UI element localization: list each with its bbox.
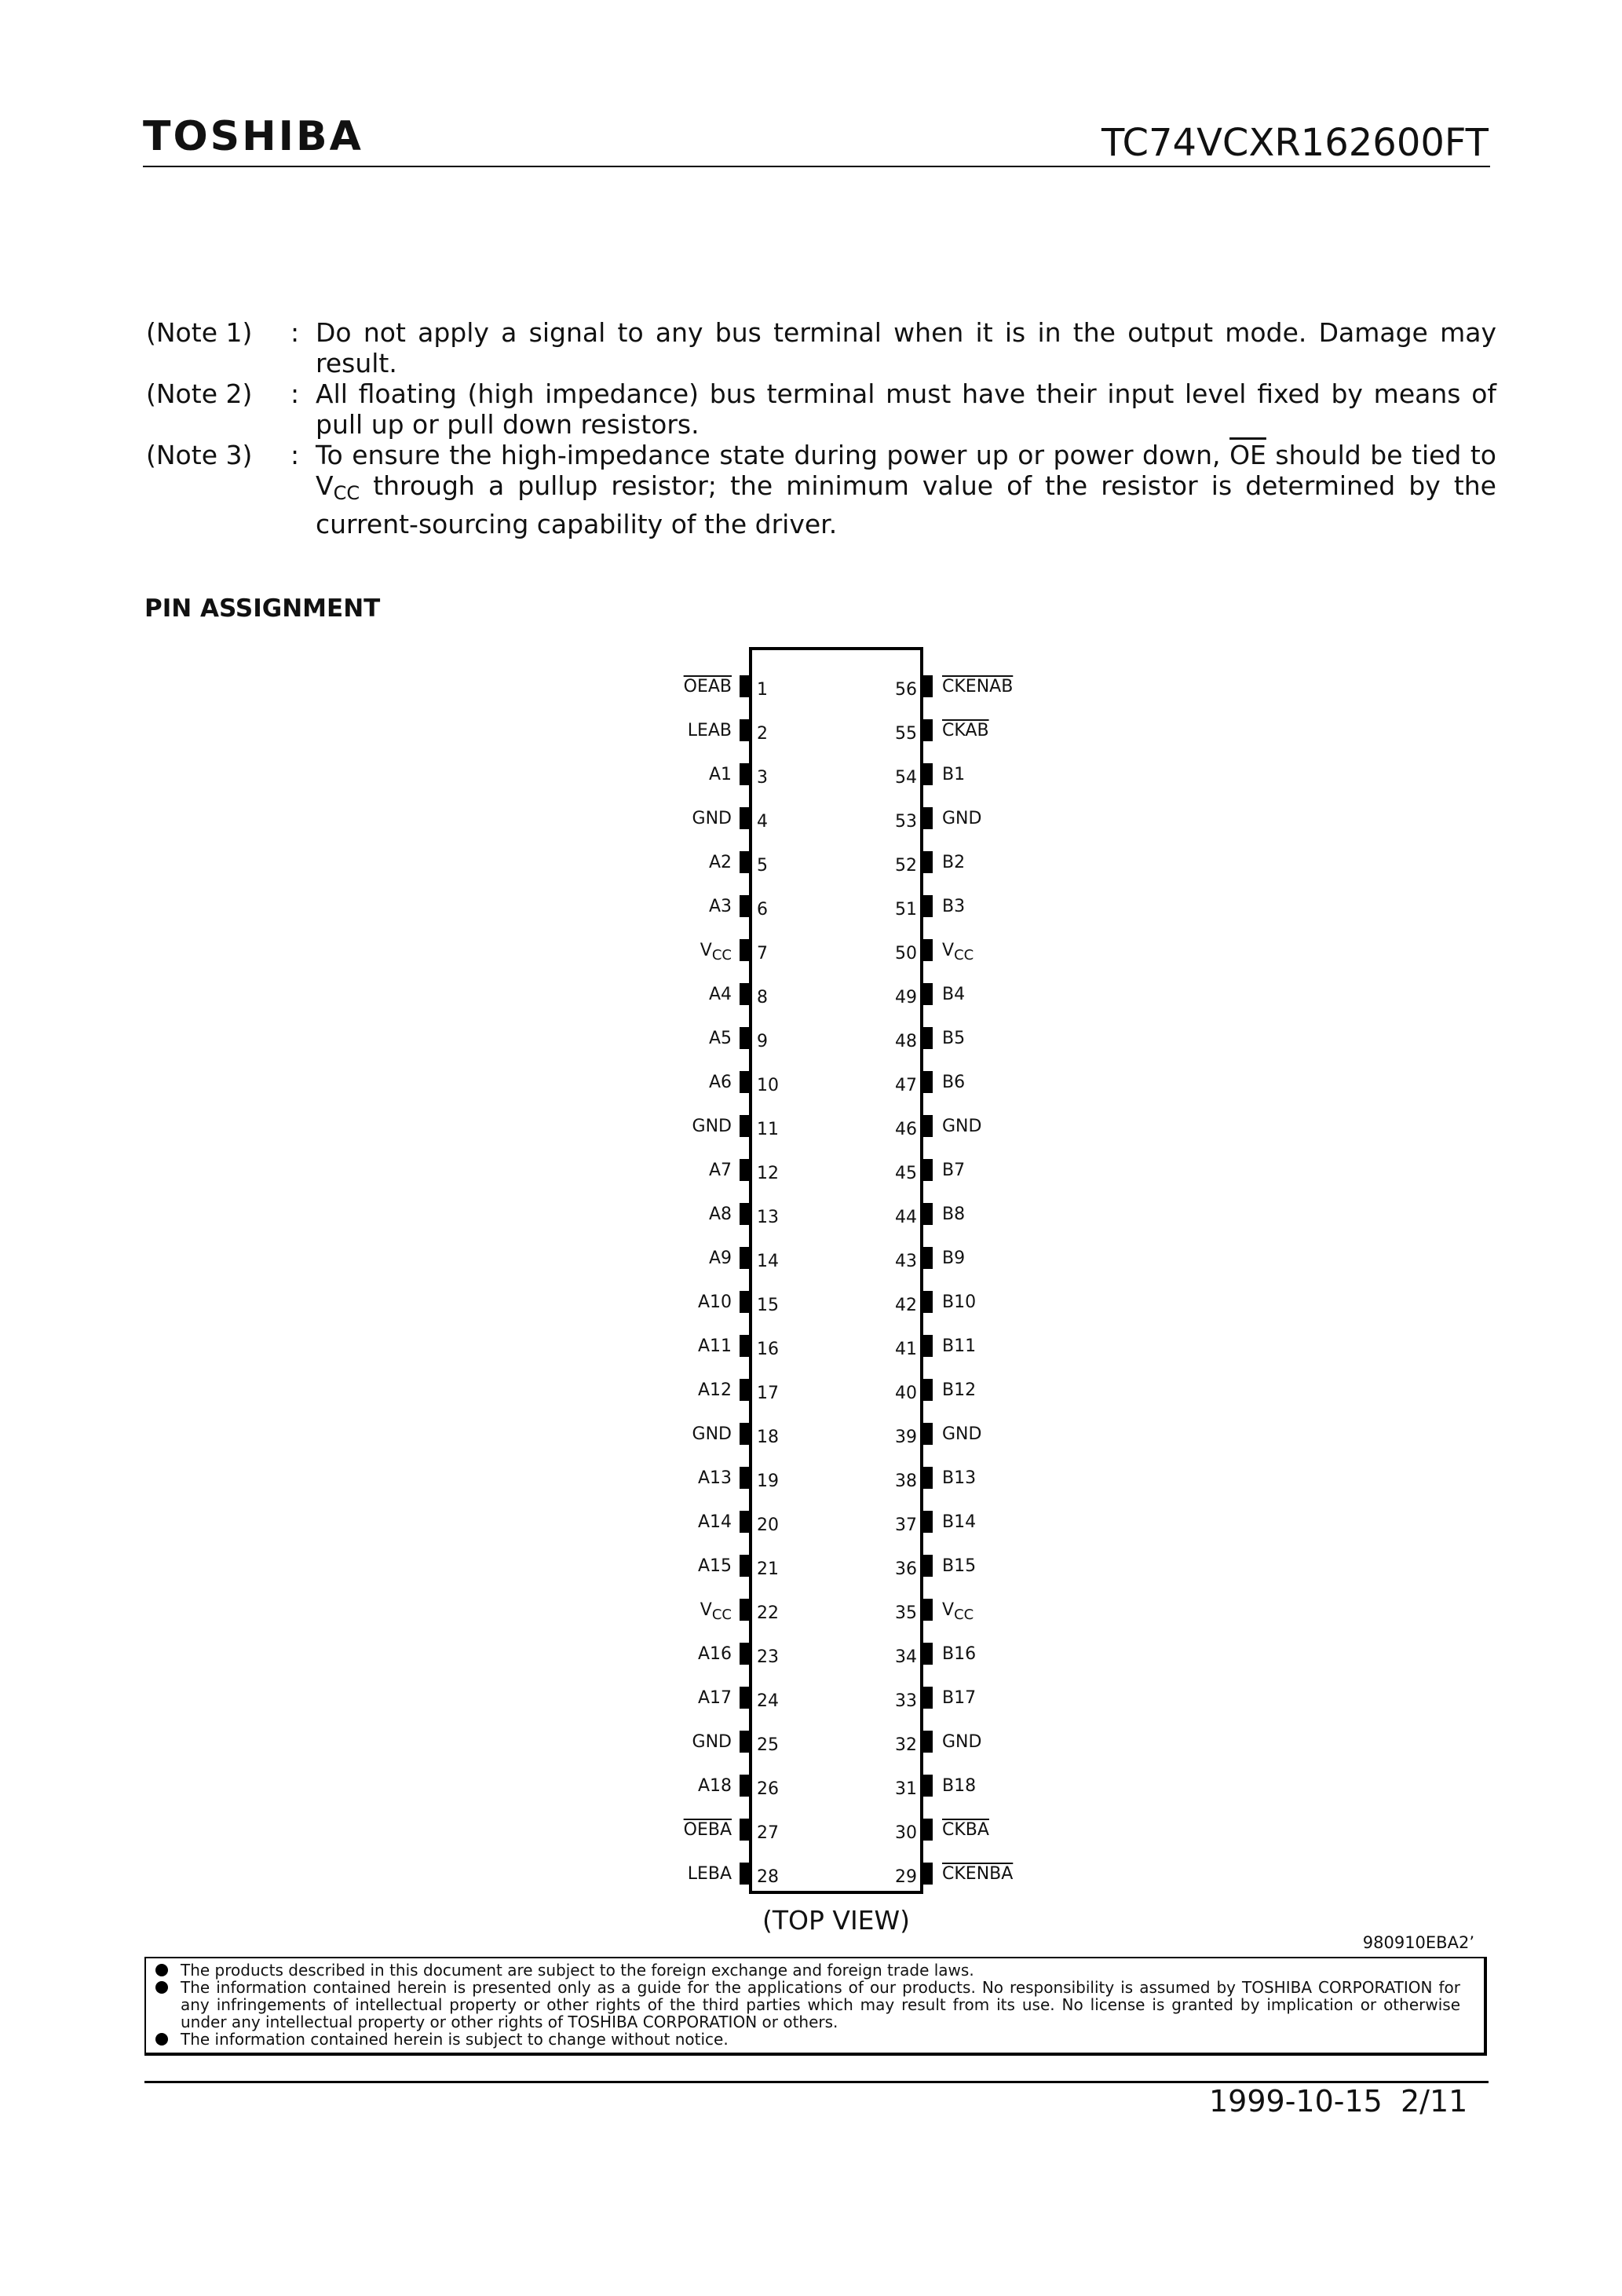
pin-lead (922, 1775, 933, 1797)
pin-number: 42 (895, 1296, 917, 1315)
note-text: All floating (high impedance) bus terminal must have their input level fixed by means of pull up or pull down resistors. (316, 378, 1496, 440)
bullet-icon (155, 1964, 168, 1976)
pin-number: 20 (757, 1515, 779, 1535)
bullet-icon (155, 2033, 168, 2046)
pin-name-text: GND (692, 1117, 732, 1136)
pin-number: 7 (757, 944, 768, 963)
pin-number: 30 (895, 1823, 917, 1843)
pin-name-label (942, 1470, 976, 1487)
pin-name-text: B3 (942, 897, 966, 916)
note-label: (Note 2) (146, 378, 253, 409)
pin-name-text: A2 (708, 853, 732, 872)
pin-number: 24 (757, 1691, 779, 1711)
pin-name-subscript: CC (954, 947, 974, 963)
pin-right-50 (0, 939, 1622, 964)
footer-divider (144, 2081, 1489, 2083)
pin-lead (922, 1159, 933, 1181)
pin-name-text: GND (942, 1732, 982, 1752)
pin-number: 4 (757, 812, 768, 832)
pin-name-text: A17 (697, 1688, 732, 1708)
pin-lead (922, 719, 933, 741)
header-divider (143, 166, 1490, 167)
pin-name-label (942, 810, 981, 828)
pin-number: 10 (757, 1076, 779, 1095)
note-separator: : (290, 378, 300, 409)
pin-right-32 (0, 1731, 1622, 1756)
pin-name-text: GND (692, 1732, 732, 1752)
pin-name-text: CKENBA (942, 1864, 1014, 1884)
pin-number: 36 (895, 1559, 917, 1579)
pin-right-52 (0, 851, 1622, 876)
pin-right-37 (0, 1511, 1622, 1536)
pin-number: 43 (895, 1252, 917, 1271)
pin-right-42 (0, 1291, 1622, 1316)
pin-number: 16 (757, 1340, 779, 1359)
disclaimer-item (154, 1961, 1460, 1979)
disclaimer-item (154, 1979, 1460, 2031)
pin-name-text: B7 (942, 1161, 966, 1180)
pin-name-label (942, 1822, 989, 1839)
pin-name-label (942, 678, 1013, 696)
pin-right-56 (0, 675, 1622, 700)
pin-name-text: A14 (697, 1512, 732, 1532)
pin-lead (922, 1203, 933, 1225)
pin-lead (922, 895, 933, 917)
pin-lead (922, 939, 933, 961)
disclaimer-text: The products described in this document are subject to the foreign exchange and foreign trade laws. (181, 1961, 974, 1980)
pin-right-44 (0, 1203, 1622, 1228)
pin-name-label (942, 722, 989, 740)
pin-name-text: B11 (942, 1336, 977, 1356)
pin-lead (922, 763, 933, 785)
pin-lead (922, 983, 933, 1005)
note-text-part: through a pullup resistor; the minimum value of the resistor is determined by the current-sourcing capability of the driver. (316, 470, 1496, 539)
pin-name-text: A1 (708, 765, 732, 784)
pin-number: 2 (757, 724, 768, 744)
pin-name-text: B13 (942, 1468, 977, 1488)
pin-name-text: GND (692, 1424, 732, 1444)
pin-name-subscript: CC (711, 1607, 732, 1623)
oe-signal: $\overline{OE}$ (1229, 440, 1266, 470)
pin-lead (922, 807, 933, 829)
pin-name-label (942, 986, 965, 1004)
note-text-part: To ensure the high-impedance state during power up or power down, (316, 440, 1221, 470)
pin-name-label (942, 1778, 976, 1795)
pin-name-text: A4 (708, 985, 732, 1004)
pin-name-label (942, 1690, 976, 1707)
pin-lead (922, 1467, 933, 1489)
pin-name-text: CKAB (942, 721, 989, 740)
pin-name-label (942, 1118, 981, 1135)
pin-name-text: V (942, 941, 955, 960)
document-code: 980910EBA2’ (1362, 1933, 1474, 1952)
vcc-label: V (316, 470, 334, 501)
pin-right-31 (0, 1775, 1622, 1800)
pin-number: 35 (895, 1603, 917, 1623)
pin-lead (922, 1511, 933, 1533)
vcc-subscript: CC (333, 482, 360, 504)
pin-name-text: V (700, 941, 712, 960)
part-number: TC74VCXR162600FT (1101, 121, 1489, 165)
pin-number: 14 (757, 1252, 779, 1271)
note-label: (Note 3) (146, 440, 253, 470)
pin-name-label (942, 766, 965, 784)
pin-lead (922, 1379, 933, 1401)
pin-name-subscript: CC (954, 1607, 974, 1623)
pin-number: 33 (895, 1691, 917, 1711)
pin-number: 32 (895, 1735, 917, 1755)
pin-number: 54 (895, 768, 917, 788)
pin-number: 17 (757, 1384, 779, 1403)
note-3 (146, 440, 1496, 539)
pin-right-46 (0, 1115, 1622, 1140)
pin-name-text: GND (692, 809, 732, 828)
pin-number: 8 (757, 988, 768, 1007)
pin-name-text: CKBA (942, 1820, 989, 1840)
pin-lead (922, 1555, 933, 1577)
footer-page-number: 2/11 (1401, 2084, 1468, 2119)
pin-lead (922, 1423, 933, 1445)
pin-name-label (942, 1866, 1013, 1883)
pin-right-38 (0, 1467, 1622, 1492)
pin-name-label (942, 1426, 981, 1443)
pin-name-text: B4 (942, 985, 966, 1004)
note-text-part: should be tied to (1275, 440, 1496, 470)
pin-number: 18 (757, 1428, 779, 1447)
pin-lead (922, 1335, 933, 1357)
pin-assignment-title: PIN ASSIGNMENT (144, 594, 381, 623)
pin-name-label (942, 1338, 976, 1355)
pin-name-text: A6 (708, 1073, 732, 1092)
pin-number: 27 (757, 1823, 779, 1843)
pin-number: 44 (895, 1208, 917, 1227)
pin-name-text: V (942, 1600, 955, 1620)
pin-name-text: A3 (708, 897, 732, 916)
pin-right-39 (0, 1423, 1622, 1448)
pin-number: 45 (895, 1164, 917, 1183)
pin-name-text: GND (942, 1117, 982, 1136)
pin-number: 12 (757, 1164, 779, 1183)
pin-name-text: A18 (697, 1776, 732, 1796)
pin-name-text: V (700, 1600, 712, 1620)
pin-right-48 (0, 1027, 1622, 1052)
pin-name-text: GND (942, 809, 982, 828)
pin-number: 52 (895, 856, 917, 876)
pin-lead (922, 851, 933, 873)
pin-lead (922, 1247, 933, 1269)
pin-number: 26 (757, 1779, 779, 1799)
pin-number: 41 (895, 1340, 917, 1359)
pin-name-label (942, 1646, 976, 1663)
notes-section (146, 317, 1496, 539)
pin-number: 23 (757, 1647, 779, 1667)
pin-number: 9 (757, 1032, 768, 1051)
pin-right-30 (0, 1819, 1622, 1844)
pin-name-label (942, 1558, 976, 1575)
pin-name-text: B8 (942, 1205, 966, 1224)
pin-name-text: A7 (708, 1161, 732, 1180)
pin-number: 21 (757, 1559, 779, 1579)
pin-name-label (942, 1382, 976, 1399)
pin-number: 1 (757, 680, 768, 700)
pin-number: 19 (757, 1472, 779, 1491)
pin-name-label (942, 1206, 965, 1223)
pin-number: 50 (895, 944, 917, 963)
pin-name-label (942, 942, 974, 963)
pin-name-text: A12 (697, 1380, 732, 1400)
note-label: (Note 1) (146, 317, 253, 348)
pin-right-51 (0, 895, 1622, 920)
pin-number: 39 (895, 1428, 917, 1447)
disclaimer-box (144, 1957, 1487, 2056)
pin-lead (922, 675, 933, 697)
pin-name-text: B18 (942, 1776, 977, 1796)
pin-name-text: B10 (942, 1292, 977, 1312)
pin-number: 40 (895, 1384, 917, 1403)
pin-name-text: GND (942, 1424, 982, 1444)
pin-name-label (942, 854, 965, 872)
pin-name-text: A5 (708, 1029, 732, 1048)
pin-number: 55 (895, 724, 917, 744)
pin-right-54 (0, 763, 1622, 788)
pin-name-label (942, 1734, 981, 1751)
pin-right-36 (0, 1555, 1622, 1580)
pin-number: 6 (757, 900, 768, 919)
pin-lead (922, 1643, 933, 1665)
pin-name-subscript: CC (711, 947, 732, 963)
pin-name-label (942, 1074, 965, 1091)
note-text: Do not apply a signal to any bus terminal when it is in the output mode. Damage may result. (316, 317, 1496, 378)
pin-number: 53 (895, 812, 917, 832)
pin-lead (922, 1731, 933, 1753)
footer-date: 1999-10-15 (1209, 2084, 1383, 2119)
pin-number: 5 (757, 856, 768, 876)
pin-name-text: B15 (942, 1556, 977, 1576)
pin-number: 51 (895, 900, 917, 919)
pin-name-text: CKENAB (942, 677, 1014, 696)
pin-name-label (942, 1162, 965, 1179)
pin-number: 48 (895, 1032, 917, 1051)
pin-number: 56 (895, 680, 917, 700)
note-2 (146, 378, 1496, 440)
pin-name-text: B14 (942, 1512, 977, 1532)
pin-right-55 (0, 719, 1622, 744)
pin-right-45 (0, 1159, 1622, 1184)
pin-lead (922, 1071, 933, 1093)
pin-number: 13 (757, 1208, 779, 1227)
pin-name-text: A13 (697, 1468, 732, 1488)
pin-right-35 (0, 1599, 1622, 1624)
pin-name-text: A10 (697, 1292, 732, 1312)
pin-lead (922, 1687, 933, 1709)
pin-right-33 (0, 1687, 1622, 1712)
pin-right-53 (0, 807, 1622, 832)
pin-right-29 (0, 1863, 1622, 1888)
note-separator: : (290, 317, 300, 348)
note-text (316, 440, 1496, 539)
pin-lead (922, 1291, 933, 1313)
pin-right-49 (0, 983, 1622, 1008)
pin-lead (922, 1863, 933, 1885)
pin-right-41 (0, 1335, 1622, 1360)
note-separator: : (290, 440, 300, 470)
disclaimer-text: The information contained herein is subject to change without notice. (181, 2030, 729, 2049)
pin-right-34 (0, 1643, 1622, 1668)
pin-number: 29 (895, 1867, 917, 1887)
pin-name-text: LEBA (687, 1864, 732, 1884)
pin-lead (922, 1599, 933, 1621)
pin-name-text: OEAB (683, 677, 732, 696)
pin-lead (922, 1027, 933, 1049)
pin-number: 22 (757, 1603, 779, 1623)
pin-name-label (942, 1030, 965, 1047)
pin-number: 38 (895, 1472, 917, 1491)
pin-name-label (942, 1294, 976, 1311)
bullet-icon (155, 1981, 168, 1994)
pin-right-47 (0, 1071, 1622, 1096)
pin-number: 28 (757, 1867, 779, 1887)
pin-name-text: B1 (942, 765, 966, 784)
pin-name-label (942, 1514, 976, 1531)
pin-number: 3 (757, 768, 768, 788)
pin-lead (922, 1819, 933, 1841)
pin-right-40 (0, 1379, 1622, 1404)
pin-number: 37 (895, 1515, 917, 1535)
pin-number: 49 (895, 988, 917, 1007)
pin-number: 25 (757, 1735, 779, 1755)
pin-name-text: A15 (697, 1556, 732, 1576)
pin-name-text: LEAB (687, 721, 732, 740)
pin-name-text: A16 (697, 1644, 732, 1664)
disclaimer-text: The information contained herein is presented only as a guide for the applications of our products. No responsibility is assumed by TOSHIBA CORPORATION for any infringements of intellectual property or other rights of the third parties which may result from its use. No license is granted by implication or otherwise under any intellectual property or other rights of TOSHIBA CORPORATION or others. (181, 1978, 1460, 2031)
pin-name-text: B5 (942, 1029, 966, 1048)
pin-name-text: B12 (942, 1380, 977, 1400)
pin-name-label (942, 1250, 965, 1267)
pin-name-text: B16 (942, 1644, 977, 1664)
pin-name-text: B6 (942, 1073, 966, 1092)
note-1 (146, 317, 1496, 378)
pin-number: 34 (895, 1647, 917, 1667)
pin-name-text: B9 (942, 1249, 966, 1268)
pin-name-label (942, 898, 965, 916)
pin-right-43 (0, 1247, 1622, 1272)
pin-name-text: A9 (708, 1249, 732, 1268)
pin-name-text: B2 (942, 853, 966, 872)
pin-number: 11 (757, 1120, 779, 1139)
pin-number: 15 (757, 1296, 779, 1315)
pin-name-label (942, 1602, 974, 1622)
pin-number: 46 (895, 1120, 917, 1139)
pin-name-text: A8 (708, 1205, 732, 1224)
pin-number: 47 (895, 1076, 917, 1095)
toshiba-logo: TOSHIBA (143, 113, 363, 160)
pin-name-text: A11 (697, 1336, 732, 1356)
top-view-label: (TOP VIEW) (762, 1905, 911, 1936)
pin-name-text: B17 (942, 1688, 977, 1708)
pin-name-text: OEBA (683, 1820, 732, 1840)
disclaimer-item (154, 2031, 1460, 2048)
pin-lead (922, 1115, 933, 1137)
pin-number: 31 (895, 1779, 917, 1799)
